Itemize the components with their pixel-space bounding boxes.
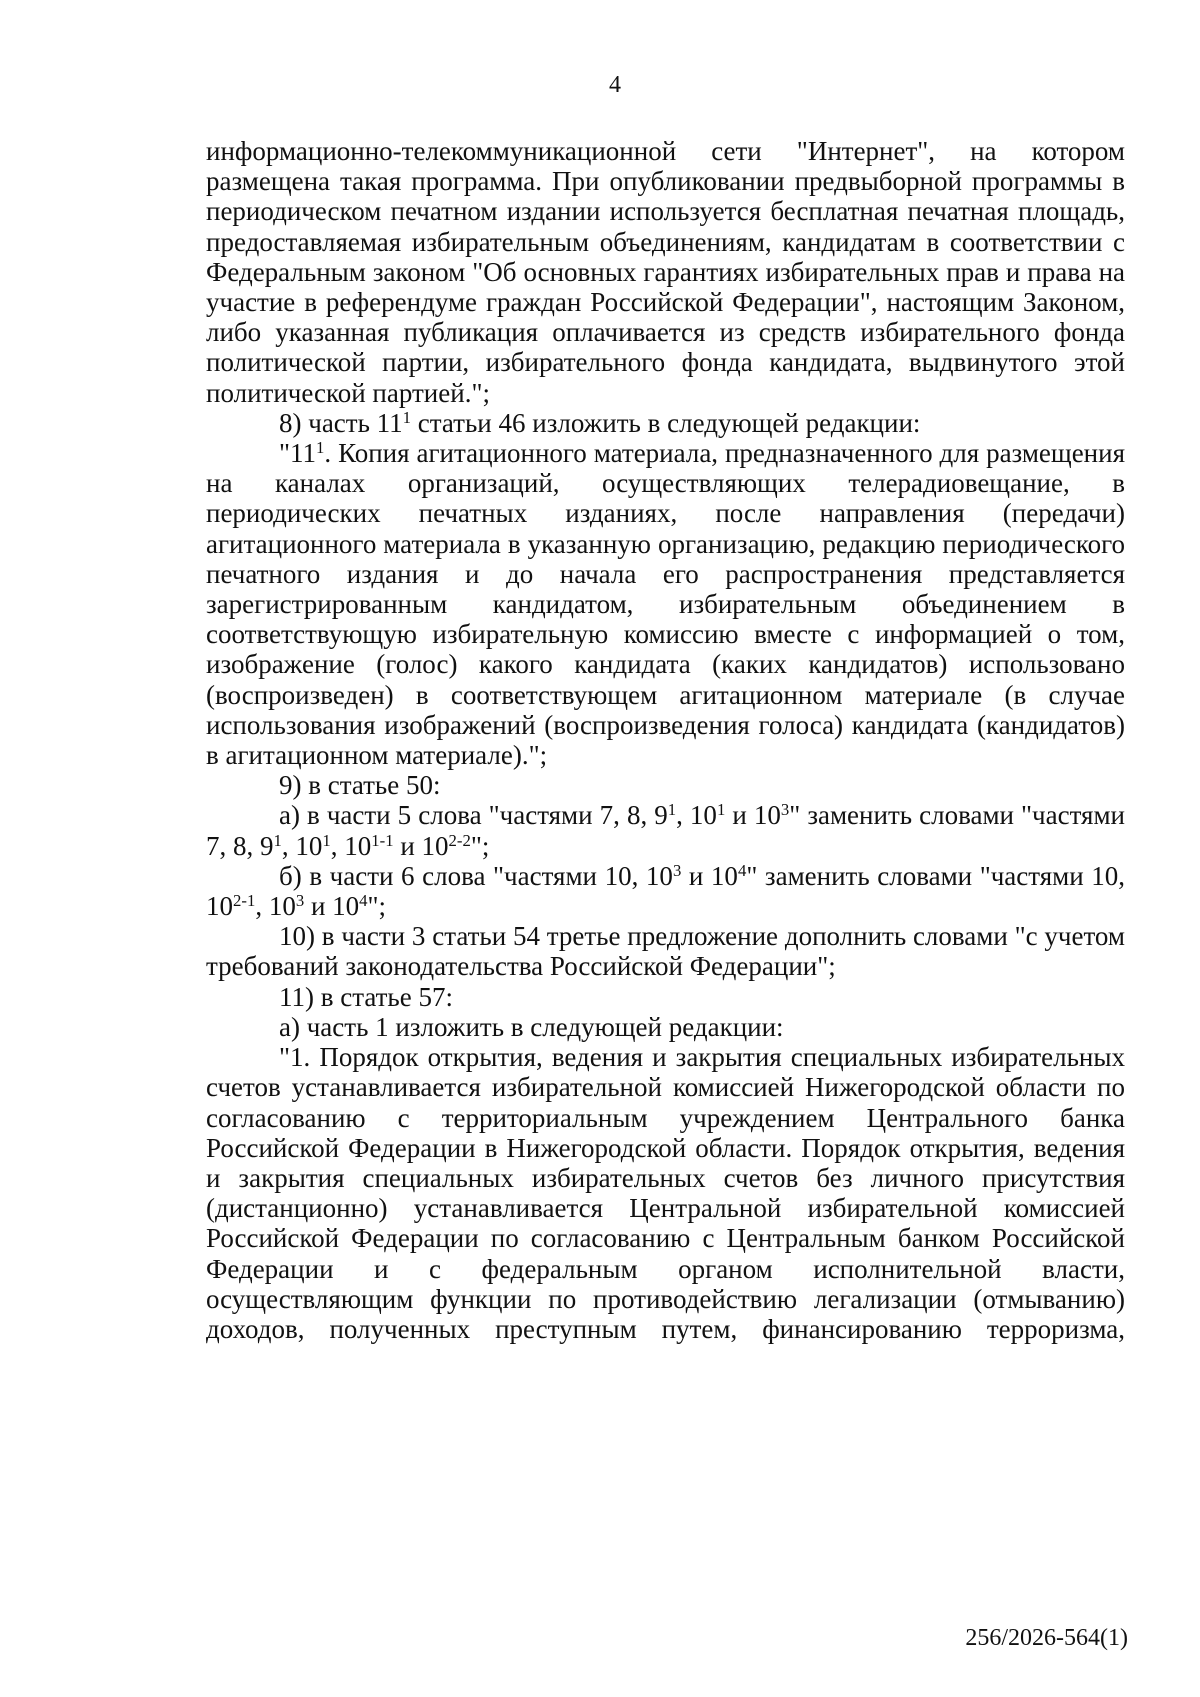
- superscript: 1-1: [371, 830, 394, 850]
- paragraph-text: б) в части 6 слова "частями 10, 10: [279, 860, 673, 891]
- paragraph-program-publication: информационно-телекоммуникационной сети "Интернет", на котором размещена такая программа. При опубликовании предвыборной программы в периодическом печатном издании используется бесплатная печатная площадь, предоставляемая избирательным объединениям, кандидатам в соответствии с Федеральным законом "Об основных гарантиях избирательных прав и права на участие в референдуме граждан Российской Федерации", настоящим Законом, либо указанная публикация оплачивается из средств избирательного фонда политической партии, избирательного фонда кандидата, выдвинутого этой политической партией.";: [206, 136, 1125, 408]
- paragraph-text: и 10: [304, 891, 360, 922]
- document-body: [206, 136, 1125, 1344]
- superscript: 1: [716, 800, 726, 820]
- paragraph-text: и 10: [393, 830, 449, 861]
- paragraph-item-10: 10) в части 3 статьи 54 третье предложение дополнить словами "с учетом требований законодательства Российской Федерации";: [206, 921, 1125, 982]
- superscript: 3: [780, 800, 790, 820]
- paragraph-text: 8) часть 11: [279, 407, 403, 438]
- paragraph-part-1-special-accounts: "1. Порядок открытия, ведения и закрытия специальных избирательных счетов устанавливается избирательной комиссией Нижегородской области по согласованию с территориальным учреждением Центрального банка Российской Федерации в Нижегородской области. Порядок открытия, ведения и закрытия специальных избирательных счетов без личного присутствия (дистанционно) устанавливается Центральной избирательной комиссией Российской Федерации по согласованию с Центральным банком Российской Федерации и с федеральным органом исполнительной власти, осуществляющим функции по противодействию легализации (отмыванию) доходов, полученных преступным путем, финансированию терроризма,: [206, 1042, 1125, 1344]
- paragraph-item-9b: [206, 861, 1125, 921]
- superscript: 3: [295, 890, 305, 910]
- paragraph-item-11a: а) часть 1 изложить в следующей редакции:: [279, 1011, 784, 1042]
- superscript: 3: [672, 860, 682, 880]
- superscript: 1: [316, 437, 325, 457]
- paragraph-text: и 10: [725, 800, 781, 831]
- paragraph-text: . Копия агитационного материала, предназначенного для размещения на каналах организаций, осуществляющих телерадиовещание, в периодических печатных изданиях, после направления (передачи) агитационного материала в указанную организацию, редакцию периодического печатного издания и до начала его распространения представляется зарегистрированным кандидатом, избирательным объединением в соответствующую избирательную комиссию вместе с информацией о том, изображение (голос) какого кандидата (каких кандидатов) использовано (воспроизведен) в соответствующем агитационном материале (в случае использования изображений (воспроизведения голоса) кандидата (кандидатов) в агитационном материале).";: [206, 438, 1125, 771]
- superscript: 1: [667, 800, 677, 820]
- paragraph-text: и 10: [681, 860, 738, 891]
- paragraph-item-11: 11) в статье 57:: [279, 981, 453, 1012]
- paragraph-text: , 10: [281, 830, 323, 861]
- paragraph-item-8: [206, 408, 1125, 438]
- paragraph-item-9: 9) в статье 50:: [279, 770, 441, 801]
- paragraph-text: , 10: [330, 830, 372, 861]
- superscript: 1: [273, 830, 282, 850]
- superscript: 4: [359, 890, 368, 910]
- paragraph-text: ";: [470, 830, 490, 861]
- paragraph-text: статьи 46 изложить в следующей редакции:: [411, 407, 921, 438]
- superscript: 4: [737, 860, 747, 880]
- superscript: 1: [402, 407, 412, 427]
- paragraph-text: ";: [367, 891, 387, 922]
- paragraph-text: , 10: [255, 891, 296, 922]
- superscript: 2-2: [448, 830, 471, 850]
- paragraph-item-9a: [206, 800, 1125, 860]
- superscript: 2-1: [233, 890, 256, 910]
- page-number: 4: [609, 72, 621, 98]
- paragraph-part-11-1: [206, 438, 1125, 770]
- paragraph-text: " заменить словами "частями 7, 8, 9: [206, 800, 1125, 861]
- superscript: 1: [322, 830, 331, 850]
- paragraph-text: "11: [279, 438, 317, 469]
- paragraph-text: " заменить словами "частями 10, 10: [206, 860, 1125, 922]
- document-code: 256/2026-564(1): [965, 1625, 1128, 1651]
- paragraph-text: , 10: [676, 800, 717, 831]
- paragraph-text: а) в части 5 слова "частями 7, 8, 9: [279, 800, 668, 831]
